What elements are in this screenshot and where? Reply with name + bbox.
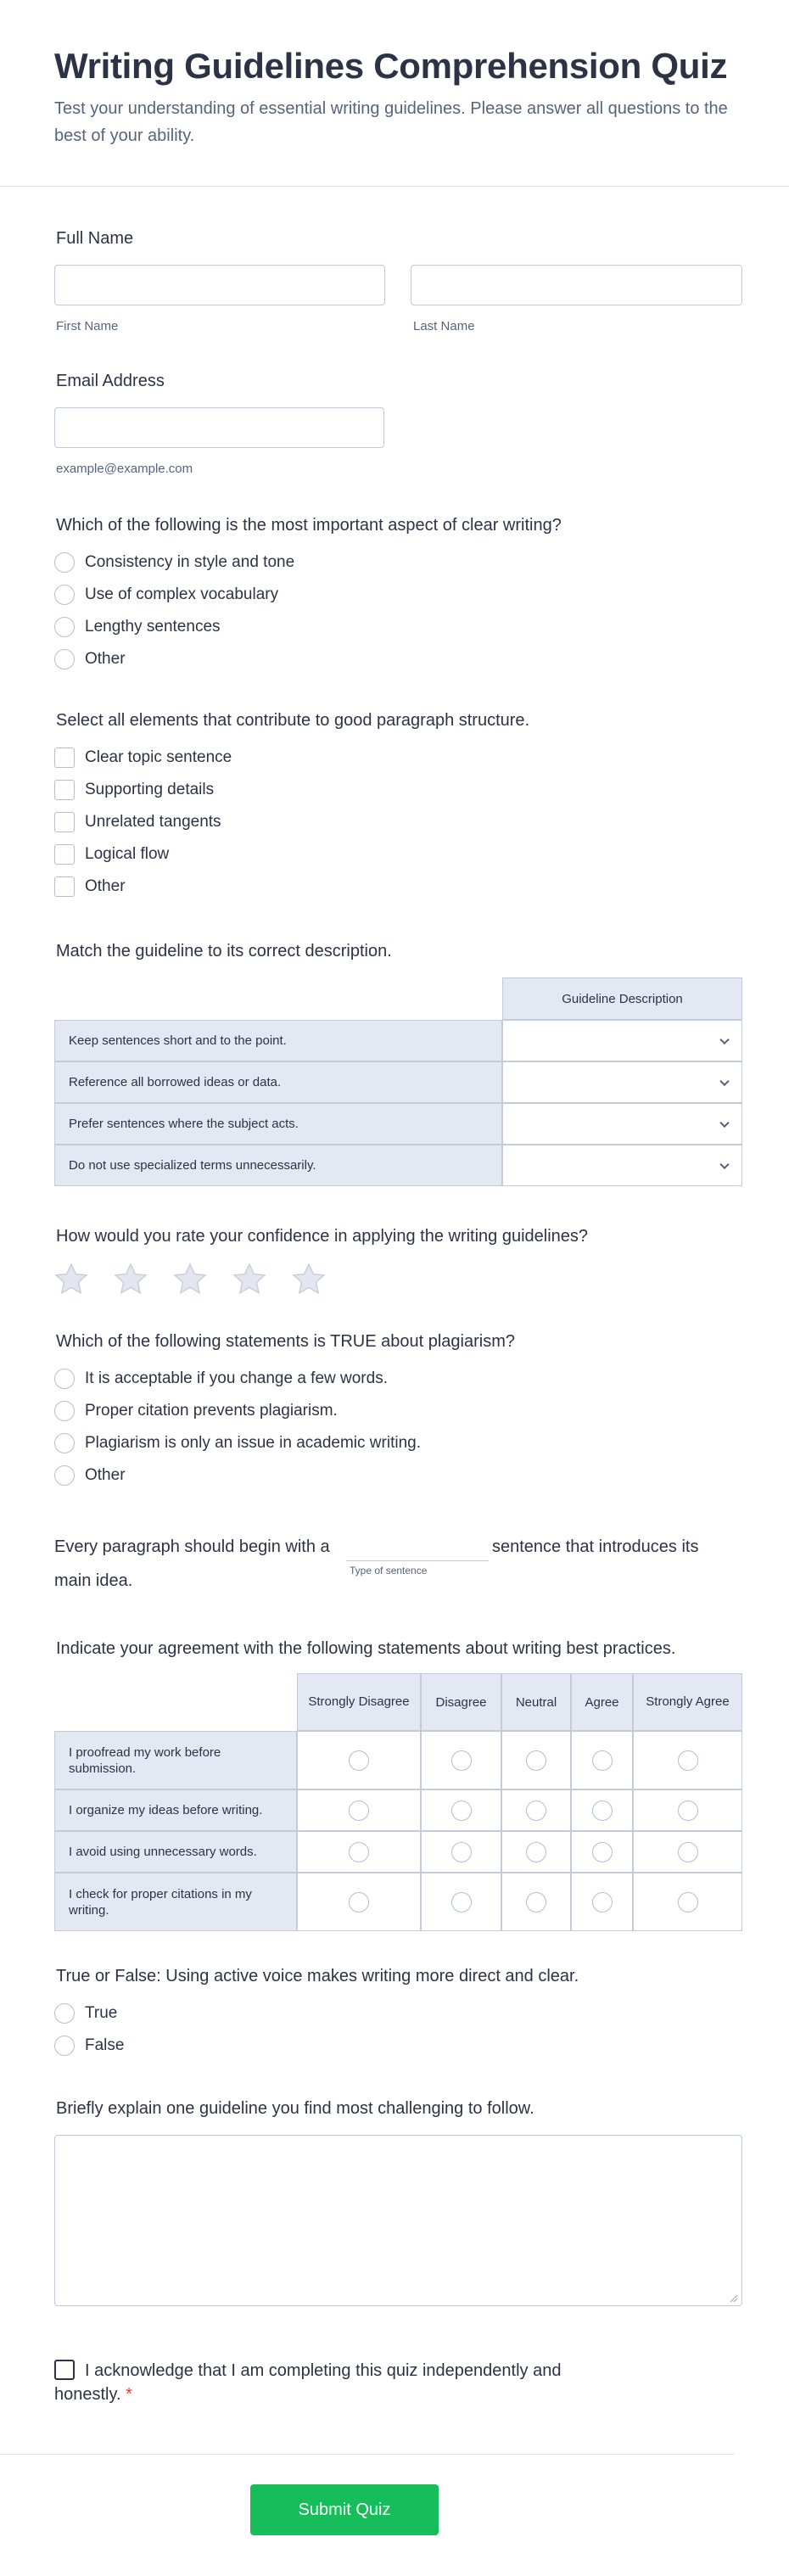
q7-label: Indicate your agreement with the following statements about writing best practices.	[56, 1639, 676, 1658]
q8-option[interactable]	[54, 1997, 124, 2030]
star-icon[interactable]	[53, 1261, 90, 1298]
q4-label: How would you rate your confidence in applying the writing guidelines?	[56, 1227, 589, 1246]
q5-label: Which of the following statements is TRUE about plagiarism?	[56, 1332, 515, 1351]
q3-row-label: Prefer sentences where the subject acts.	[54, 1103, 502, 1145]
likert-cell[interactable]	[297, 1831, 421, 1873]
q8-options	[54, 1997, 124, 2062]
option-label: Plagiarism is only an issue in academic writing.	[85, 1434, 421, 1452]
likert-cell[interactable]	[633, 1831, 742, 1873]
q7-column-header: Strongly Disagree	[297, 1673, 421, 1731]
q7-row-label: I check for proper citations in my writing.	[54, 1873, 297, 1931]
option-label: Clear topic sentence	[85, 748, 232, 766]
radio-button[interactable]	[451, 1800, 472, 1821]
last-name-sublabel: Last Name	[413, 319, 475, 333]
radio-button[interactable]	[526, 1892, 546, 1912]
radio-button[interactable]	[54, 1465, 75, 1486]
q1-option[interactable]	[54, 579, 294, 611]
likert-cell[interactable]	[421, 1831, 501, 1873]
chevron-down-icon	[719, 1117, 729, 1127]
likert-cell[interactable]	[633, 1789, 742, 1831]
q9-textarea[interactable]	[54, 2135, 742, 2306]
likert-cell[interactable]	[297, 1873, 421, 1931]
star-rating	[53, 1261, 350, 1298]
acknowledge-text-line2: honestly.	[54, 2385, 121, 2404]
q1-options	[54, 546, 294, 675]
radio-button[interactable]	[349, 1800, 369, 1821]
option-label: False	[85, 2036, 125, 2054]
checkbox[interactable]	[54, 812, 75, 832]
q6-text-line2: main idea.	[54, 1571, 133, 1590]
radio-button[interactable]	[54, 649, 75, 669]
q6-blank-sublabel: Type of sentence	[350, 1565, 428, 1576]
radio-button[interactable]	[54, 585, 75, 605]
q2-option[interactable]	[54, 838, 232, 871]
q6-text-before: Every paragraph should begin with a	[54, 1537, 330, 1556]
radio-button[interactable]	[592, 1842, 613, 1862]
footer-divider	[0, 2454, 735, 2455]
option-label: Other	[85, 877, 126, 895]
acknowledge-text-line1: I acknowledge that I am completing this quiz independently and	[85, 2361, 562, 2380]
chevron-down-icon	[719, 1159, 729, 1168]
option-label: It is acceptable if you change a few words.	[85, 1369, 388, 1387]
q9-label: Briefly explain one guideline you find most challenging to follow.	[56, 2099, 534, 2118]
radio-button[interactable]	[451, 1750, 472, 1771]
checkbox[interactable]	[54, 780, 75, 800]
q1-label: Which of the following is the most important aspect of clear writing?	[56, 516, 562, 535]
q1-option[interactable]	[54, 611, 294, 643]
q2-label: Select all elements that contribute to good paragraph structure.	[56, 711, 530, 730]
resize-handle-icon[interactable]	[730, 2294, 738, 2303]
star-icon[interactable]	[231, 1261, 268, 1298]
q3-row-label: Do not use specialized terms unnecessarily.	[54, 1145, 502, 1186]
radio-button[interactable]	[678, 1892, 698, 1912]
option-label: Logical flow	[85, 845, 170, 863]
checkbox[interactable]	[54, 876, 75, 897]
checkbox[interactable]	[54, 748, 75, 768]
radio-button[interactable]	[349, 1842, 369, 1862]
q6-text-after: sentence that introduces its	[492, 1537, 699, 1556]
q2-options	[54, 742, 232, 903]
star-icon[interactable]	[171, 1261, 209, 1298]
radio-button[interactable]	[451, 1842, 472, 1862]
first-name-sublabel: First Name	[56, 319, 119, 333]
first-name-input[interactable]	[54, 265, 385, 305]
likert-cell[interactable]	[633, 1731, 742, 1789]
q8-label: True or False: Using active voice makes writing more direct and clear.	[56, 1967, 579, 1985]
likert-cell[interactable]	[501, 1731, 571, 1789]
likert-cell[interactable]	[421, 1789, 501, 1831]
q7-row-label: I proofread my work before submission.	[54, 1731, 297, 1789]
star-icon[interactable]	[112, 1261, 149, 1298]
email-input[interactable]	[54, 407, 384, 448]
likert-cell[interactable]	[421, 1731, 501, 1789]
required-asterisk: *	[126, 2385, 132, 2404]
matrix-corner	[54, 1673, 297, 1731]
q5-option[interactable]	[54, 1395, 421, 1427]
q7-row-label: I organize my ideas before writing.	[54, 1789, 297, 1831]
q3-row-label: Reference all borrowed ideas or data.	[54, 1061, 502, 1103]
q3-column-header: Guideline Description	[502, 977, 742, 1020]
q7-matrix	[54, 1673, 742, 1931]
q7-column-header: Neutral	[501, 1673, 571, 1731]
option-label: True	[85, 2004, 118, 2022]
q3-dropdown[interactable]	[502, 1103, 742, 1145]
q3-label: Match the guideline to its correct description.	[56, 942, 392, 960]
form-subtitle: Test your understanding of essential writing guidelines. Please answer all questions to the best of your ability.	[54, 99, 728, 145]
radio-button[interactable]	[349, 1750, 369, 1771]
q3-dropdown[interactable]	[502, 1061, 742, 1103]
radio-button[interactable]	[526, 1800, 546, 1821]
acknowledge-field	[54, 2359, 699, 2406]
radio-button[interactable]	[54, 1401, 75, 1421]
option-label: Supporting details	[85, 781, 215, 798]
q6-blank-input[interactable]	[346, 1539, 489, 1561]
email-label: Email Address	[56, 372, 165, 390]
q5-option[interactable]	[54, 1427, 421, 1459]
q2-option[interactable]	[54, 774, 232, 806]
chevron-down-icon	[719, 1076, 729, 1085]
q5-option[interactable]	[54, 1459, 421, 1492]
q7-column-header: Disagree	[421, 1673, 501, 1731]
q2-option[interactable]	[54, 806, 232, 838]
likert-cell[interactable]	[633, 1873, 742, 1931]
q3-row-label: Keep sentences short and to the point.	[54, 1020, 502, 1061]
last-name-input[interactable]	[411, 265, 742, 305]
radio-button[interactable]	[678, 1750, 698, 1771]
q8-option[interactable]	[54, 2030, 124, 2062]
q5-options	[54, 1363, 421, 1492]
q7-column-header: Strongly Agree	[633, 1673, 742, 1731]
radio-button[interactable]	[678, 1842, 698, 1862]
form-title: Writing Guidelines Comprehension Quiz	[54, 46, 728, 86]
radio-button[interactable]	[54, 2036, 75, 2056]
chevron-down-icon	[719, 1034, 729, 1044]
star-icon[interactable]	[290, 1261, 327, 1298]
likert-cell[interactable]	[571, 1831, 633, 1873]
option-label: Other	[85, 1466, 126, 1484]
radio-button[interactable]	[526, 1750, 546, 1771]
radio-button[interactable]	[678, 1800, 698, 1821]
likert-cell[interactable]	[501, 1831, 571, 1873]
radio-button[interactable]	[54, 2003, 75, 2024]
likert-cell[interactable]	[501, 1873, 571, 1931]
matrix-corner	[54, 977, 502, 1020]
option-label: Unrelated tangents	[85, 813, 221, 831]
radio-button[interactable]	[592, 1750, 613, 1771]
checkbox[interactable]	[54, 844, 75, 865]
radio-button[interactable]	[54, 1369, 75, 1389]
radio-button[interactable]	[54, 1433, 75, 1453]
likert-cell[interactable]	[571, 1731, 633, 1789]
option-label: Proper citation prevents plagiarism.	[85, 1402, 338, 1420]
q3-dropdown[interactable]	[502, 1020, 742, 1061]
q2-option[interactable]	[54, 742, 232, 774]
radio-button[interactable]	[592, 1800, 613, 1821]
q1-option[interactable]	[54, 643, 294, 675]
radio-button[interactable]	[349, 1892, 369, 1912]
form-body	[0, 187, 789, 2575]
radio-button[interactable]	[526, 1842, 546, 1862]
form-header	[0, 0, 789, 187]
option-label: Use of complex vocabulary	[85, 585, 279, 603]
likert-cell[interactable]	[571, 1789, 633, 1831]
acknowledge-checkbox[interactable]	[54, 2360, 75, 2380]
q7-column-header: Agree	[571, 1673, 633, 1731]
likert-cell[interactable]	[501, 1789, 571, 1831]
likert-cell[interactable]	[421, 1873, 501, 1931]
q1-option[interactable]	[54, 546, 294, 579]
option-label: Other	[85, 650, 126, 668]
radio-button[interactable]	[451, 1892, 472, 1912]
q3-matrix	[54, 977, 742, 1186]
radio-button[interactable]	[54, 617, 75, 637]
radio-button[interactable]	[592, 1892, 613, 1912]
likert-cell[interactable]	[297, 1731, 421, 1789]
q3-dropdown[interactable]	[502, 1145, 742, 1186]
likert-cell[interactable]	[571, 1873, 633, 1931]
q7-row-label: I avoid using unnecessary words.	[54, 1831, 297, 1873]
q2-option[interactable]	[54, 871, 232, 903]
q5-option[interactable]	[54, 1363, 421, 1395]
option-label: Lengthy sentences	[85, 618, 221, 636]
q6-sentence-line1	[54, 1537, 330, 1557]
submit-button[interactable]: Submit Quiz	[250, 2484, 439, 2535]
radio-button[interactable]	[54, 552, 75, 573]
likert-cell[interactable]	[297, 1789, 421, 1831]
option-label: Consistency in style and tone	[85, 553, 295, 571]
email-sublabel: example@example.com	[56, 462, 193, 476]
full-name-label: Full Name	[56, 229, 134, 248]
